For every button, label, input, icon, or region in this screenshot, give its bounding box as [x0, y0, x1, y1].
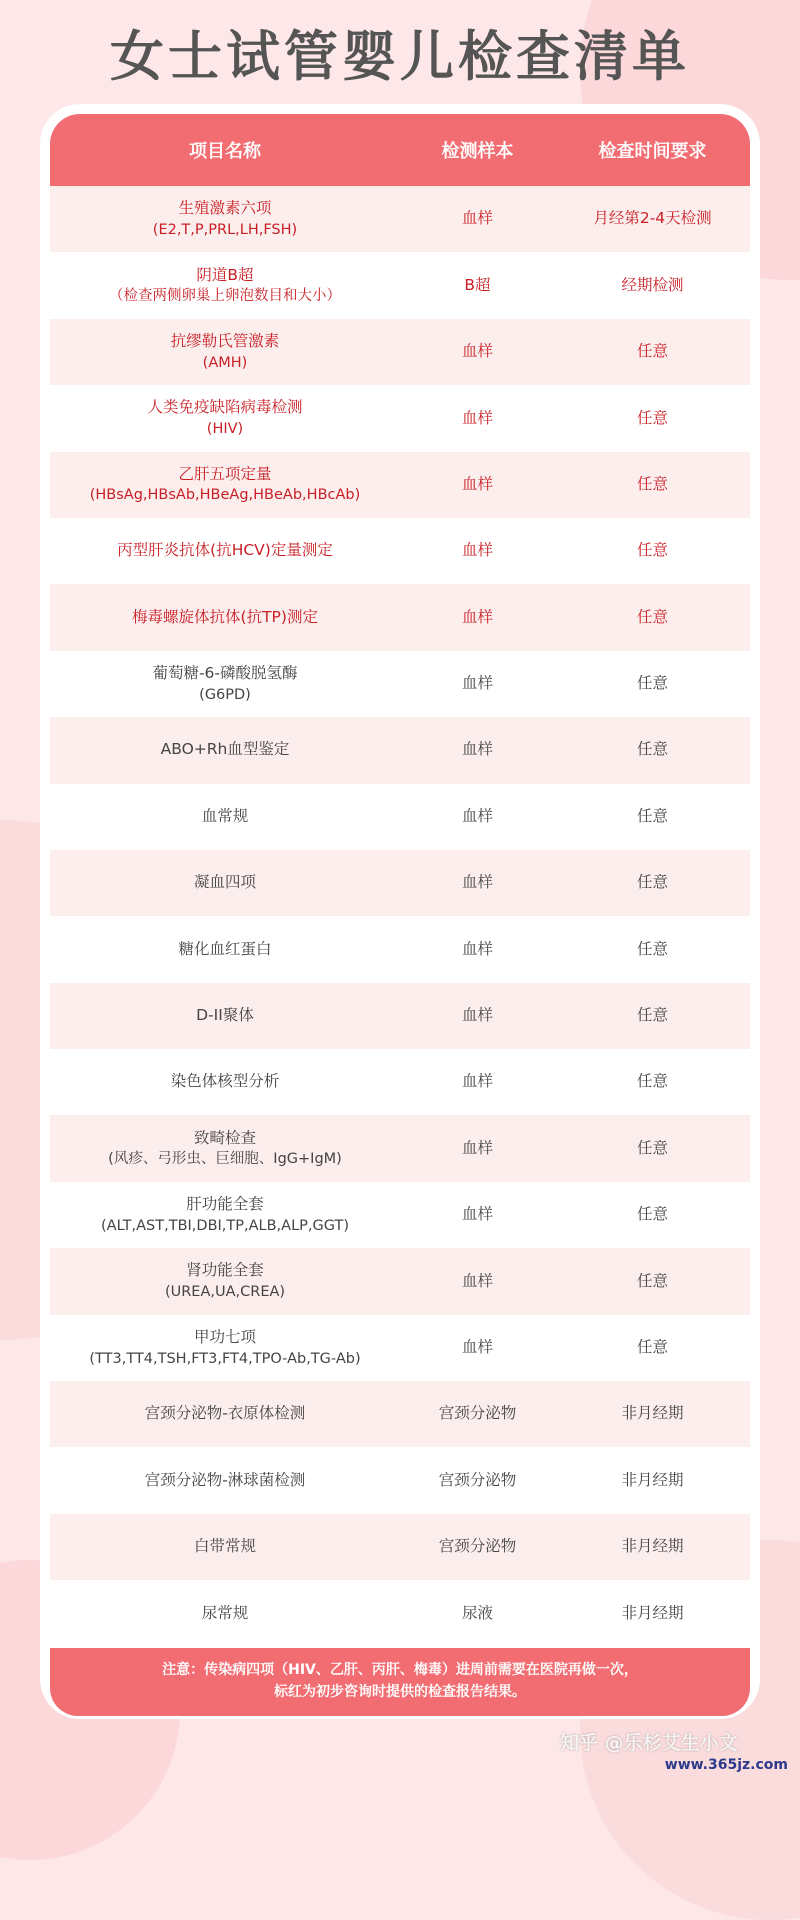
cell-item-name [50, 584, 400, 650]
page-title: 女士试管婴儿检查清单 [110, 25, 690, 88]
cell-time: 任意 [636, 1205, 668, 1224]
item-name: 生殖激素六项 [178, 199, 272, 218]
table-row [50, 850, 750, 916]
cell-time: 非月经期 [621, 1404, 684, 1423]
note-line-2: 标红为初步咨询时提供的检查报告结果。 [274, 1684, 526, 1700]
cell-item-name [50, 1248, 400, 1314]
cell-item-name [50, 319, 400, 385]
item-name: 宫颈分泌物-淋球菌检测 [144, 1470, 306, 1489]
cell-time: 非月经期 [621, 1603, 684, 1622]
item-name: 白带常规 [193, 1537, 256, 1556]
cell-sample: 血样 [461, 873, 493, 892]
cell-item-name [50, 452, 400, 518]
cell-item-name [50, 850, 400, 916]
cell-sample: 血样 [461, 1271, 493, 1290]
cell-time: 任意 [636, 939, 668, 958]
checklist-table [50, 114, 750, 1647]
header-time: 检查时间要求 [598, 141, 707, 162]
item-name: 血常规 [201, 806, 249, 825]
checklist-card [40, 104, 760, 1719]
cell-time: 任意 [636, 474, 668, 493]
item-name: 抗缪勒氏管激素 [170, 331, 280, 350]
note-line-1: 注意：传染病四项（HIV、乙肝、丙肝、梅毒）进周前需要在医院再做一次， [162, 1662, 638, 1679]
cell-item-name [50, 1182, 400, 1248]
item-name: 梅毒螺旋体抗体(抗TP)测定 [132, 607, 318, 626]
cell-time: 任意 [636, 873, 668, 892]
table-row [50, 186, 750, 252]
cell-item-name [50, 784, 400, 850]
cell-sample: 血样 [461, 1337, 493, 1356]
cell-item-name [50, 1447, 400, 1513]
cell-sample: 宫颈分泌物 [438, 1470, 517, 1489]
table-row [50, 1381, 750, 1447]
cell-item-name [50, 1049, 400, 1115]
item-name: 阴道B超 [196, 265, 254, 284]
cell-time: 任意 [636, 740, 668, 759]
cell-time: 任意 [636, 541, 668, 560]
cell-time: 任意 [636, 674, 668, 693]
header-sample: 检测样本 [441, 141, 514, 162]
cell-sample: 血样 [461, 1072, 493, 1091]
cell-time: 任意 [636, 1337, 668, 1356]
cell-item-name [50, 983, 400, 1049]
cell-time: 经期检测 [621, 275, 684, 294]
table-row [50, 1182, 750, 1248]
cell-item-name [50, 385, 400, 451]
cell-sample: B超 [464, 275, 491, 294]
cell-item-name [50, 1381, 400, 1447]
item-name: 人类免疫缺陷病毒检测 [147, 398, 303, 417]
cell-sample: 血样 [461, 607, 493, 626]
table-row [50, 518, 750, 584]
table-row [50, 319, 750, 385]
cell-sample: 宫颈分泌物 [438, 1404, 517, 1423]
cell-time: 任意 [636, 1138, 668, 1157]
item-name: 染色体核型分析 [170, 1072, 280, 1091]
cell-sample: 血样 [461, 408, 493, 427]
table-row [50, 1514, 750, 1580]
cell-item-name [50, 651, 400, 717]
cell-item-name [50, 1115, 400, 1181]
watermark: 知乎 @乐杉艾生小文 [560, 1732, 738, 1754]
table-row [50, 385, 750, 451]
table-row [50, 717, 750, 783]
item-detail: (AMH) [202, 354, 248, 371]
cell-item-name [50, 1580, 400, 1646]
item-name: D-II聚体 [196, 1006, 254, 1025]
table-body [50, 186, 750, 1647]
item-name: 肾功能全套 [186, 1261, 264, 1280]
item-detail: (UREA,UA,CREA) [164, 1284, 286, 1301]
cell-sample: 血样 [461, 541, 493, 560]
cell-item-name [50, 1514, 400, 1580]
cell-sample: 血样 [461, 474, 493, 493]
table-row [50, 983, 750, 1049]
cell-time: 任意 [636, 806, 668, 825]
cell-time: 任意 [636, 408, 668, 427]
cell-sample: 血样 [461, 740, 493, 759]
header-item-name: 项目名称 [189, 141, 261, 162]
cell-time: 任意 [636, 607, 668, 626]
cell-item-name [50, 916, 400, 982]
cell-item-name [50, 1315, 400, 1381]
cell-sample: 血样 [461, 342, 493, 361]
table-row [50, 452, 750, 518]
cell-item-name [50, 717, 400, 783]
cell-time: 任意 [636, 1006, 668, 1025]
item-name: 葡萄糖-6-磷酸脱氢酶 [152, 663, 298, 682]
cell-sample: 血样 [461, 806, 493, 825]
cell-sample: 尿液 [461, 1603, 493, 1622]
table-row [50, 651, 750, 717]
cell-item-name [50, 186, 400, 252]
item-name: 糖化血红蛋白 [178, 939, 272, 958]
cell-time: 非月经期 [621, 1537, 684, 1556]
item-detail: (HBsAg,HBsAb,HBeAg,HBeAb,HBcAb) [89, 487, 361, 504]
cell-sample: 血样 [461, 209, 493, 228]
cell-sample: 血样 [461, 1205, 493, 1224]
item-detail: (风疹、弓形虫、巨细胞、IgG+IgM) [108, 1151, 342, 1168]
item-detail: (HIV) [206, 421, 244, 438]
cell-time: 任意 [636, 342, 668, 361]
table-row [50, 1580, 750, 1646]
cell-sample: 血样 [461, 674, 493, 693]
item-detail: （检查两侧卵巢上卵泡数目和大小） [109, 288, 341, 305]
site-url: www.365jz.com [664, 1757, 788, 1773]
table-row [50, 1315, 750, 1381]
item-detail: (G6PD) [199, 686, 251, 703]
table-row [50, 916, 750, 982]
cell-sample: 血样 [461, 939, 493, 958]
cell-sample: 宫颈分泌物 [438, 1537, 517, 1556]
cell-time: 非月经期 [621, 1470, 684, 1489]
item-name: 丙型肝炎抗体(抗HCV)定量测定 [117, 541, 333, 560]
item-name: 宫颈分泌物-衣原体检测 [144, 1404, 306, 1423]
table-row [50, 252, 750, 318]
table-header [50, 114, 750, 186]
cell-sample: 血样 [461, 1006, 493, 1025]
item-name: 肝功能全套 [186, 1195, 264, 1214]
table-row [50, 1115, 750, 1181]
cell-time: 月经第2-4天检测 [593, 209, 712, 228]
item-detail: (TT3,TT4,TSH,FT3,FT4,TPO-Ab,TG-Ab) [89, 1350, 361, 1367]
item-name: 凝血四项 [193, 873, 256, 892]
table-row [50, 584, 750, 650]
item-name: 致畸检查 [193, 1128, 256, 1147]
item-name: 甲功七项 [193, 1327, 256, 1346]
table-row [50, 1049, 750, 1115]
table-row [50, 784, 750, 850]
item-detail: (ALT,AST,TBI,DBI,TP,ALB,ALP,GGT) [101, 1217, 349, 1234]
table-row [50, 1248, 750, 1314]
item-name: 尿常规 [201, 1603, 249, 1622]
table-row [50, 1447, 750, 1513]
item-detail: (E2,T,P,PRL,LH,FSH) [152, 221, 298, 238]
cell-time: 任意 [636, 1271, 668, 1290]
cell-item-name [50, 518, 400, 584]
item-name: ABO+Rh血型鉴定 [160, 740, 290, 759]
cell-item-name [50, 252, 400, 318]
note-banner [50, 1648, 750, 1716]
cell-sample: 血样 [461, 1138, 493, 1157]
item-name: 乙肝五项定量 [178, 464, 272, 483]
cell-time: 任意 [636, 1072, 668, 1091]
